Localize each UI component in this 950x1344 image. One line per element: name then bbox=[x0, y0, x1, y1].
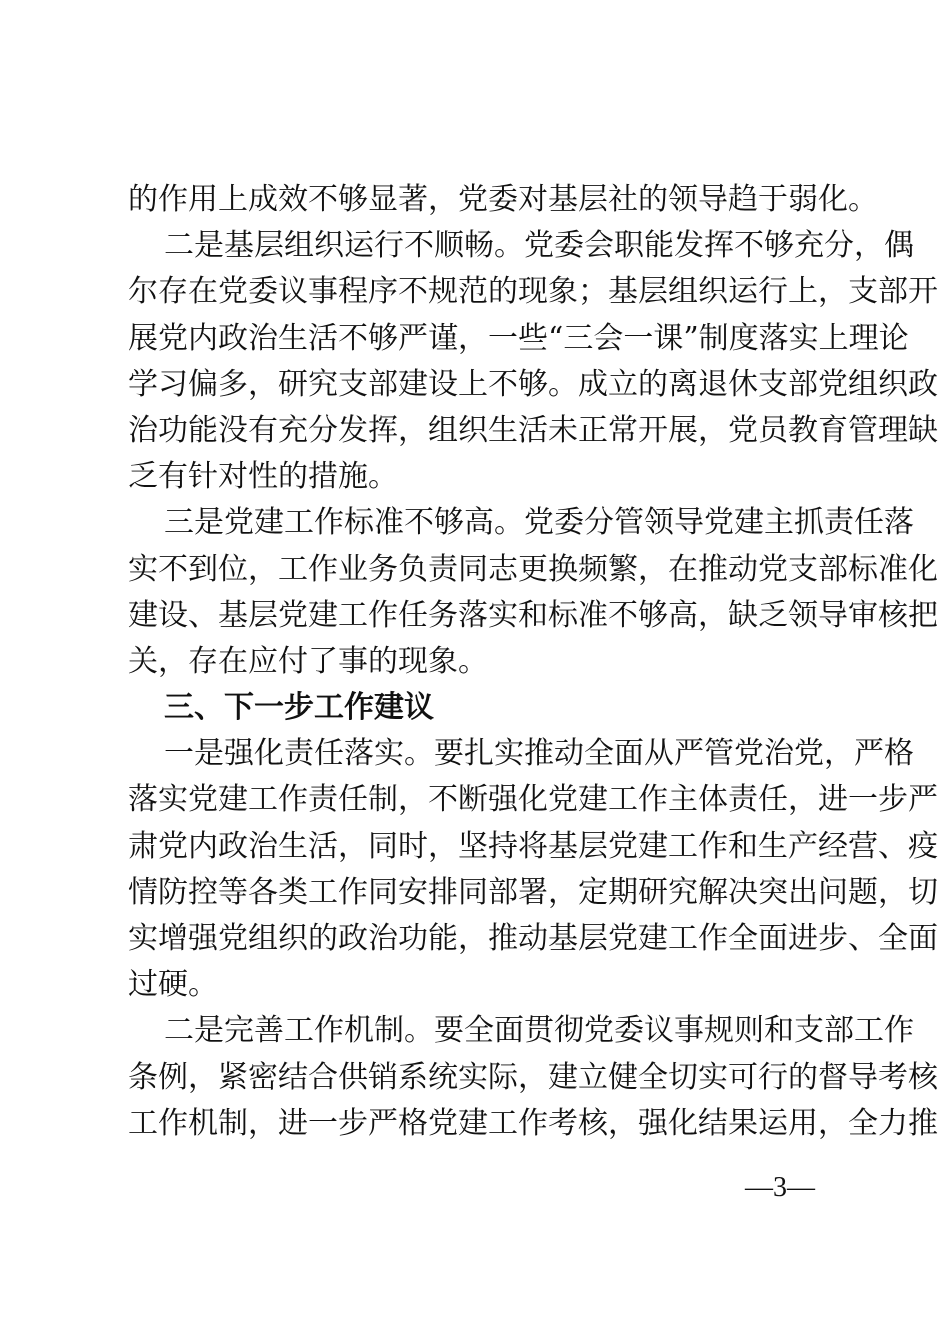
paragraph bbox=[128, 500, 938, 685]
text-line: 关，存在应付了事的现象。 bbox=[128, 643, 488, 679]
text-line: 治功能没有充分发挥，组织生活未正常开展，党员教育管理缺 bbox=[128, 412, 938, 448]
text-line: 尔存在党委议事程序不规范的现象；基层组织运行上，支部开 bbox=[128, 274, 938, 310]
text-line: 建设、基层党建工作任务落实和标准不够高，缺乏领导审核把 bbox=[128, 597, 938, 633]
text-line: 二是基层组织运行不顺畅。党委会职能发挥不够充分，偶 bbox=[164, 228, 914, 264]
page-number: —3— bbox=[745, 1172, 815, 1203]
text-line: 一是强化责任落实。要扎实推动全面从严管党治党，严格 bbox=[164, 736, 914, 772]
text-line: 落实党建工作责任制，不断强化党建工作主体责任，进一步严 bbox=[128, 782, 938, 818]
text-line: 学习偏多，研究支部建设上不够。成立的离退休支部党组织政 bbox=[128, 366, 938, 402]
text-line: 乏有针对性的措施。 bbox=[128, 459, 398, 495]
text-line: 三、下一步工作建议 bbox=[164, 690, 434, 726]
text-line: 的作用上成效不够显著，党委对基层社的领导趋于弱化。 bbox=[128, 182, 878, 217]
text-line: 三是党建工作标准不够高。党委分管领导党建主抓责任落 bbox=[164, 505, 914, 541]
paragraph bbox=[128, 223, 938, 500]
paragraph bbox=[128, 1008, 938, 1147]
text-line: 条例，紧密结合供销系统实际，建立健全切实可行的督导考核 bbox=[128, 1059, 938, 1095]
text-line: 情防控等各类工作同安排同部署，定期研究解决突出问题，切 bbox=[128, 874, 938, 910]
text-line: 二是完善工作机制。要全面贯彻党委议事规则和支部工作 bbox=[164, 1013, 914, 1049]
text-line: 过硬。 bbox=[128, 967, 218, 1003]
text-line: 展党内政治生活不够严谨，一些“三会一课”制度落实上理论 bbox=[128, 320, 909, 356]
paragraph bbox=[128, 731, 938, 1008]
section-heading bbox=[128, 685, 830, 731]
text-line: 肃党内政治生活，同时，坚持将基层党建工作和生产经营、疫 bbox=[128, 828, 938, 864]
text-line: 工作机制，进一步严格党建工作考核，强化结果运用，全力推 bbox=[128, 1105, 938, 1141]
document-body bbox=[128, 177, 938, 1147]
paragraph bbox=[128, 177, 878, 223]
text-line: 实不到位，工作业务负责同志更换频繁，在推动党支部标准化 bbox=[128, 551, 938, 587]
text-line: 实增强党组织的政治功能，推动基层党建工作全面进步、全面 bbox=[128, 921, 938, 956]
